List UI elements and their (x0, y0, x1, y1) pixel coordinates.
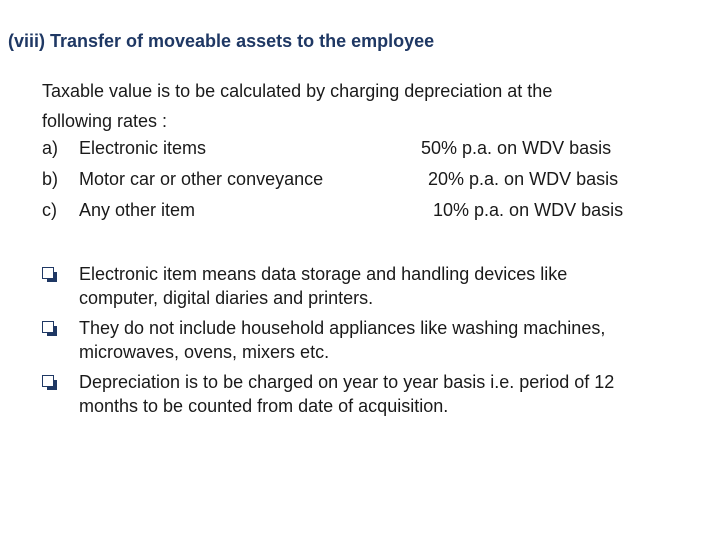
rate-letter: c) (42, 200, 57, 220)
rate-row-electronic (42, 136, 682, 167)
bullet-line-2: microwaves, ovens, mixers etc. (79, 342, 330, 362)
rate-value: 10% p.a. on WDV basis (433, 200, 624, 220)
checkbox-square-icon (42, 321, 54, 333)
rate-item-label: Any other item (79, 200, 196, 220)
checkbox-square-icon (42, 375, 54, 387)
slide-title: (viii) Transfer of moveable assets to the employee (8, 31, 435, 51)
intro-line-2: following rates : (42, 111, 168, 131)
rate-item-label: Motor car or other conveyance (79, 169, 324, 189)
intro-line-1: Taxable value is to be calculated by charging depreciation at the (42, 81, 553, 101)
bullet-item (42, 262, 692, 310)
checkbox-square-icon (42, 267, 54, 279)
notes-bullet-list (42, 262, 692, 424)
rate-item-label: Electronic items (79, 138, 207, 158)
intro-paragraph (42, 76, 662, 136)
rate-value: 20% p.a. on WDV basis (428, 169, 619, 189)
bullet-line-1: Electronic item means data storage and handling devices like (79, 264, 568, 284)
bullet-item (42, 316, 692, 364)
bullet-item (42, 370, 692, 418)
bullet-line-2: computer, digital diaries and printers. (79, 288, 374, 308)
rate-letter: b) (42, 169, 59, 189)
bullet-line-2: months to be counted from date of acquisition. (79, 396, 449, 416)
rate-row-motor-car (42, 167, 682, 198)
rate-value: 50% p.a. on WDV basis (421, 138, 612, 158)
bullet-line-1: Depreciation is to be charged on year to year basis i.e. period of 12 (79, 372, 615, 392)
depreciation-rate-list (42, 136, 682, 229)
bullet-line-1: They do not include household appliances like washing machines, (79, 318, 606, 338)
rate-letter: a) (42, 138, 59, 158)
rate-row-other-item (42, 198, 682, 229)
